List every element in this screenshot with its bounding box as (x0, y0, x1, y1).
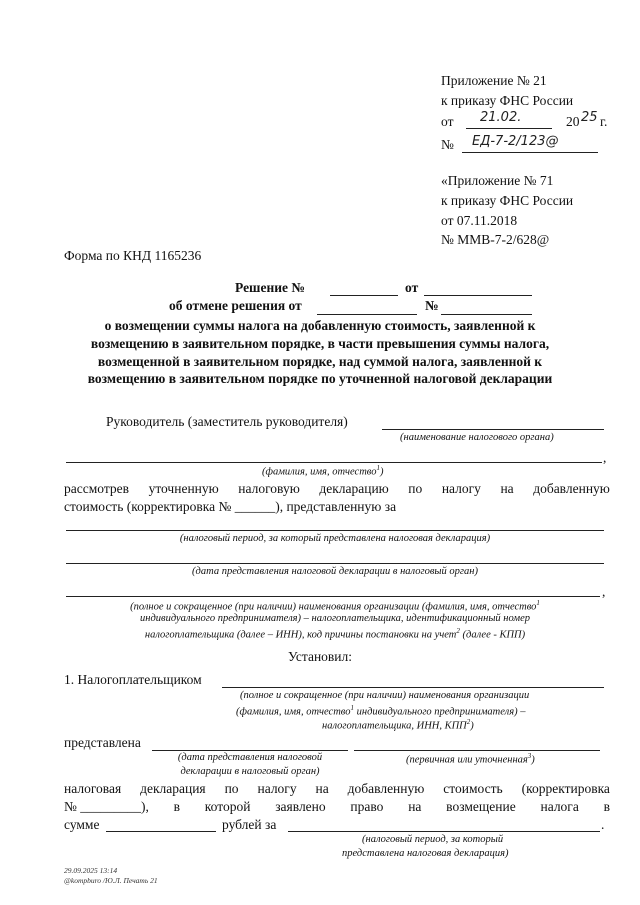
hint-fio: (фамилия, имя, отчество$^1$) (262, 464, 384, 478)
hint-primary: (первичная или уточненная$^3$) (406, 752, 535, 766)
hint-org-line-3: налогоплательщика (далее – ИНН), код причины постановки на учет$^2$ (далее - КПП) (144, 627, 526, 641)
period-end: . (601, 817, 605, 832)
reviewed-word-0: рассмотрев (64, 481, 130, 496)
hint-org-line-1: (полное и сокращенное (при наличии) наименования организации (фамилия, имя, отчество$^1$ (130, 599, 540, 613)
decl2-word-0: № _________), (64, 799, 149, 814)
reviewed-word-5: налогу (441, 481, 481, 496)
reviewed-word-7: добавленную (533, 481, 610, 496)
decl2-word-1: в (173, 799, 181, 814)
title-line-3: о возмещении суммы налога на добавленную стоимость, заявленной к (104, 318, 536, 333)
cancel-decision-date-label: об отмене решения от (169, 298, 302, 313)
decl-line-2 (64, 799, 610, 815)
head-label: Руководитель (заместитель руководителя) (106, 414, 348, 429)
appendix-year-suffix: г. (600, 114, 608, 129)
decl1-word-0: налоговая (64, 781, 122, 796)
established-heading: Установил: (287, 649, 353, 664)
decision-date-label: от (405, 280, 419, 295)
decl-line-1 (64, 781, 610, 797)
hint-tax-authority: (наименование налогового органа) (400, 432, 554, 443)
comma: , (603, 450, 607, 465)
comma-2: , (602, 584, 606, 599)
hint-date: (дата представления налоговой декларации в налоговый орган) (192, 566, 478, 577)
appendix-title: Приложение № 21 (441, 73, 547, 88)
hint-item1-line-2: (фамилия, имя, отчество$^1$ индивидуального предпринимателя) – (236, 704, 526, 718)
reviewed-word-4: по (408, 481, 423, 496)
hint-item1-line-3: налогоплательщика, ИНН, КПП$^2$) (322, 718, 474, 732)
reviewed-word-2: налоговую (238, 481, 300, 496)
hint-period2-line-1: (налоговый период, за который (362, 834, 504, 845)
hint-item1-line-1: (полное и сокращенное (при наличии) наименования организации (240, 690, 530, 701)
form-code: Форма по КНД 1165236 (64, 248, 202, 263)
appendix-order: к приказу ФНС России (441, 93, 574, 108)
decl1-word-3: налогу (257, 781, 297, 796)
title-line-4: возмещению в заявительном порядке, в части превышения суммы налога, (90, 336, 550, 351)
appendix-number-prefix: № (441, 137, 454, 152)
item-1-label: 1. Налогоплательщиком (64, 672, 202, 687)
reviewed-line-2: стоимость (корректировка № ______), представленную за (64, 499, 397, 514)
hint-date-presented-2: декларации в налоговый орган) (180, 766, 320, 777)
old-appendix-order: к приказу ФНС России (441, 193, 574, 208)
appendix-year-handwritten: 25 (581, 110, 598, 125)
decl1-word-1: декларация (140, 781, 206, 796)
decl2-word-6: возмещение (446, 799, 516, 814)
appendix-date-prefix: от (441, 114, 454, 129)
decl1-word-5: добавленную (347, 781, 425, 796)
hint-date-presented-1: (дата представления налоговой (177, 752, 323, 763)
hint-period: (налоговый период, за который представлена налоговая декларация) (179, 533, 491, 544)
decl2-word-3: заявлено (275, 799, 326, 814)
hint-period2-line-2: представлена налоговая декларация) (342, 848, 509, 859)
old-appendix-number: № ММВ-7-2/628@ (441, 232, 550, 247)
reviewed-line-1 (64, 481, 610, 497)
appendix-number-handwritten: ЕД-7-2/123@ (472, 134, 559, 149)
decl2-word-7: налога (540, 799, 579, 814)
cancel-decision-number-label: № (425, 298, 439, 313)
rub-label: рублей за (222, 817, 277, 832)
hint-org-line-2: индивидуального предпринимателя) – налогоплательщика, идентификационный номер (140, 613, 530, 624)
old-appendix-date: от 07.11.2018 (441, 213, 518, 228)
decl2-word-5: на (408, 799, 422, 814)
decl1-word-4: на (315, 781, 329, 796)
decl2-word-2: которой (204, 799, 251, 814)
title-line-5: возмещенной в заявительном порядке, над суммой налога, заявленной к (97, 354, 543, 369)
presented-label: представлена (64, 735, 141, 750)
decl1-word-7: (корректировка (521, 781, 610, 796)
decision-number-label: Решение № (235, 280, 305, 295)
decl2-word-8: в (603, 799, 610, 814)
decl1-word-2: по (224, 781, 239, 796)
reviewed-word-1: уточненную (148, 481, 219, 496)
decl1-word-6: стоимость (443, 781, 503, 796)
reviewed-word-6: на (500, 481, 514, 496)
decl2-word-4: право (350, 799, 384, 814)
sum-label: сумме (64, 817, 100, 832)
reviewed-word-3: декларацию (319, 481, 389, 496)
title-line-6: возмещению в заявительном порядке по уточненной налоговой декларации (87, 371, 553, 386)
footer-author: @kompburo /Ю.Л. Печать 21 (64, 876, 158, 885)
appendix-year-prefix: 20 (566, 114, 580, 129)
appendix-date-handwritten: 21.02. (480, 110, 522, 125)
old-appendix-title: «Приложение № 71 (441, 173, 554, 188)
footer-timestamp: 29.09.2025 13:14 (64, 866, 118, 875)
